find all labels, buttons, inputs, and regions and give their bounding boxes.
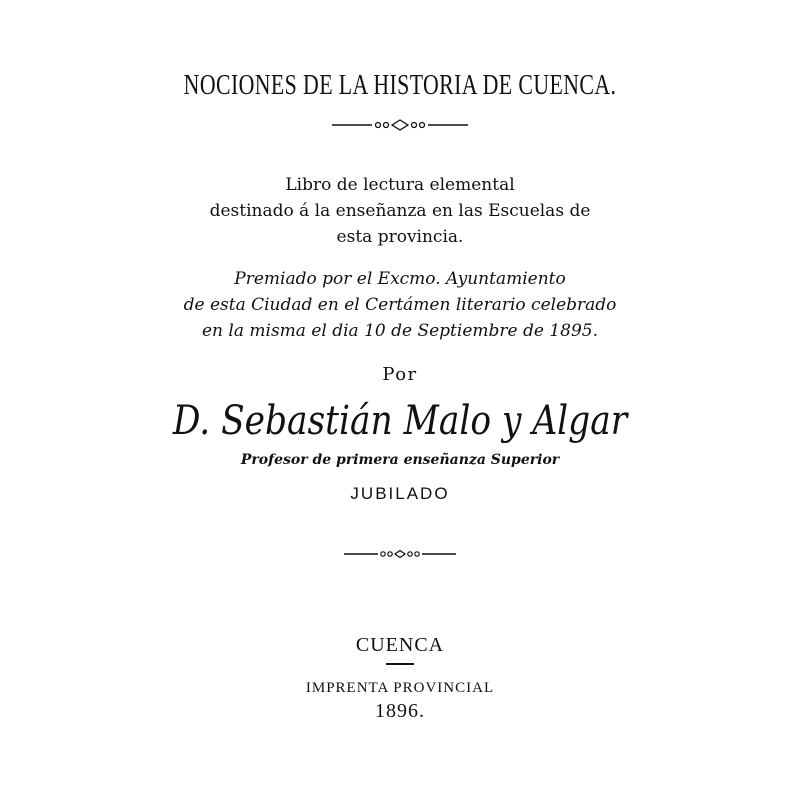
retired-label: JUBILADO xyxy=(350,484,450,503)
imprint-press: IMPRENTA PROVINCIAL xyxy=(305,680,495,696)
book-title: NOCIONES DE LA HISTORIA DE CUENCA. xyxy=(183,70,617,101)
divider xyxy=(386,663,414,665)
author-title: Profesor de primera enseñanza Superior xyxy=(240,452,560,468)
imprint-year: 1896. xyxy=(375,700,425,722)
award-line: Premiado por el Excmo. Ayuntamiento xyxy=(234,269,566,289)
description-line: destinado á la enseñanza en las Escuelas de xyxy=(209,201,591,221)
description-line: esta provincia. xyxy=(336,227,464,247)
author-name: D. Sebastián Malo y Algar xyxy=(172,398,628,444)
ornamental-rule-icon xyxy=(0,548,800,560)
award-line: en la misma el dia 10 de Septiembre de 1895. xyxy=(202,321,598,341)
description-line: Libro de lectura elemental xyxy=(285,175,515,195)
imprint-city: CUENCA xyxy=(355,634,445,656)
award-line: de esta Ciudad en el Certámen literario celebrado xyxy=(183,295,617,315)
award-block xyxy=(0,266,800,344)
description-block xyxy=(0,172,800,250)
ornamental-rule-icon xyxy=(0,118,800,132)
by-label: Por xyxy=(382,364,418,385)
